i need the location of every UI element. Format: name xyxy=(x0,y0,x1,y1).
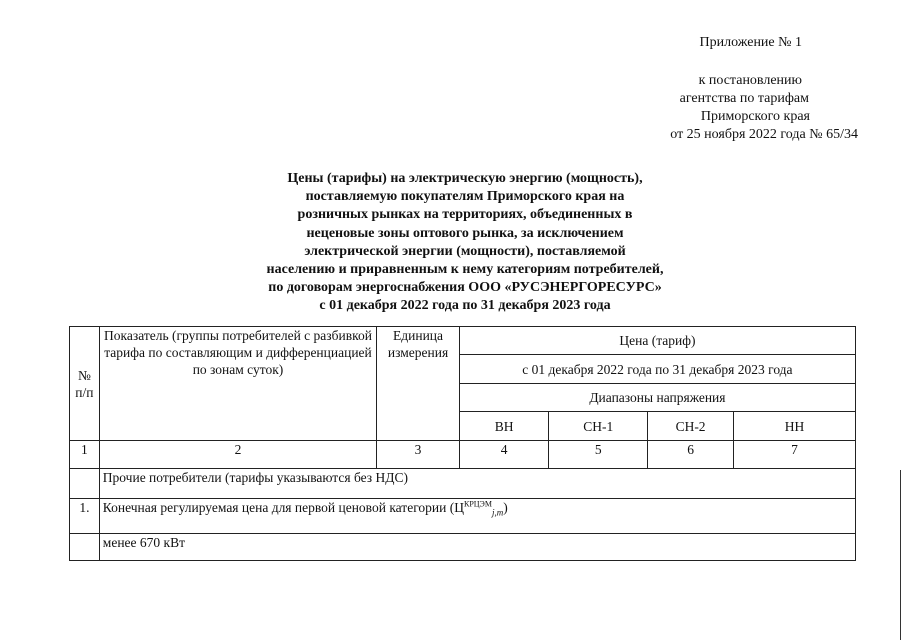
title-line: Цены (тарифы) на электрическую энергию (мощность), xyxy=(287,171,643,186)
document-header xyxy=(670,34,858,144)
column-number: 1 xyxy=(70,441,100,469)
title-line: электрической энергии (мощности), поставляемой xyxy=(304,243,626,259)
item-label xyxy=(99,499,855,534)
scan-edge-line xyxy=(900,470,901,640)
empty-cell xyxy=(70,469,100,499)
header-line: от 25 ноября 2022 года № 65/34 xyxy=(670,127,858,142)
column-number: 3 xyxy=(377,441,460,469)
column-number: 6 xyxy=(648,441,734,469)
column-number: 5 xyxy=(549,441,648,469)
header-voltage: Диапазоны напряжения xyxy=(459,384,855,412)
consumer-category: Прочие потребители (тарифы указываются без НДС) xyxy=(99,469,855,499)
header-sn1: СН-1 xyxy=(549,412,648,441)
header-price: Цена (тариф) xyxy=(459,327,855,355)
title-line: неценовые зоны оптового рынка, за исключением xyxy=(306,225,624,241)
header-period: с 01 декабря 2022 года по 31 декабря 2023 года xyxy=(459,355,855,384)
item-subscript: j,m xyxy=(491,507,504,518)
document-title xyxy=(230,170,700,316)
header-line: Приморского края xyxy=(700,109,810,124)
item-label-text: Конечная регулируемая цена для первой ценовой категории (Ц xyxy=(102,500,464,515)
column-number: 2 xyxy=(99,441,376,469)
column-number: 4 xyxy=(459,441,549,469)
header-line: к постановлению xyxy=(698,73,802,88)
title-line: населению и приравненным к нему категориям потребителей, xyxy=(266,262,664,278)
empty-cell xyxy=(70,534,100,561)
title-line: розничных рынках на территориях, объединенных в xyxy=(297,207,633,223)
title-line: с 01 декабря 2022 года по 31 декабря 2023 года xyxy=(319,298,611,314)
header-num: № п/п xyxy=(70,327,100,441)
title-line: поставляемую покупателям Приморского края на xyxy=(305,189,625,205)
header-sn2: СН-2 xyxy=(648,412,734,441)
power-subrow: менее 670 кВт xyxy=(99,534,855,561)
tariff-table xyxy=(69,326,856,561)
title-line: по договорам энергоснабжения ООО «РУСЭНЕРГОРЕСУРС» xyxy=(268,280,662,296)
header-nn: НН xyxy=(734,412,856,441)
header-line: агентства по тарифам xyxy=(679,91,809,106)
header-indicator: Показатель (группы потребителей с разбивкой тарифа по составляющим и дифференциацией по зонам суток) xyxy=(99,327,376,441)
item-number: 1. xyxy=(70,499,100,534)
header-vn: ВН xyxy=(459,412,549,441)
column-number: 7 xyxy=(734,441,856,469)
item-superscript: КРЦЭМ xyxy=(463,499,492,509)
header-unit: Единица измерения xyxy=(377,327,460,441)
appendix-number: Приложение № 1 xyxy=(699,35,802,50)
item-label-close: ) xyxy=(503,500,508,515)
